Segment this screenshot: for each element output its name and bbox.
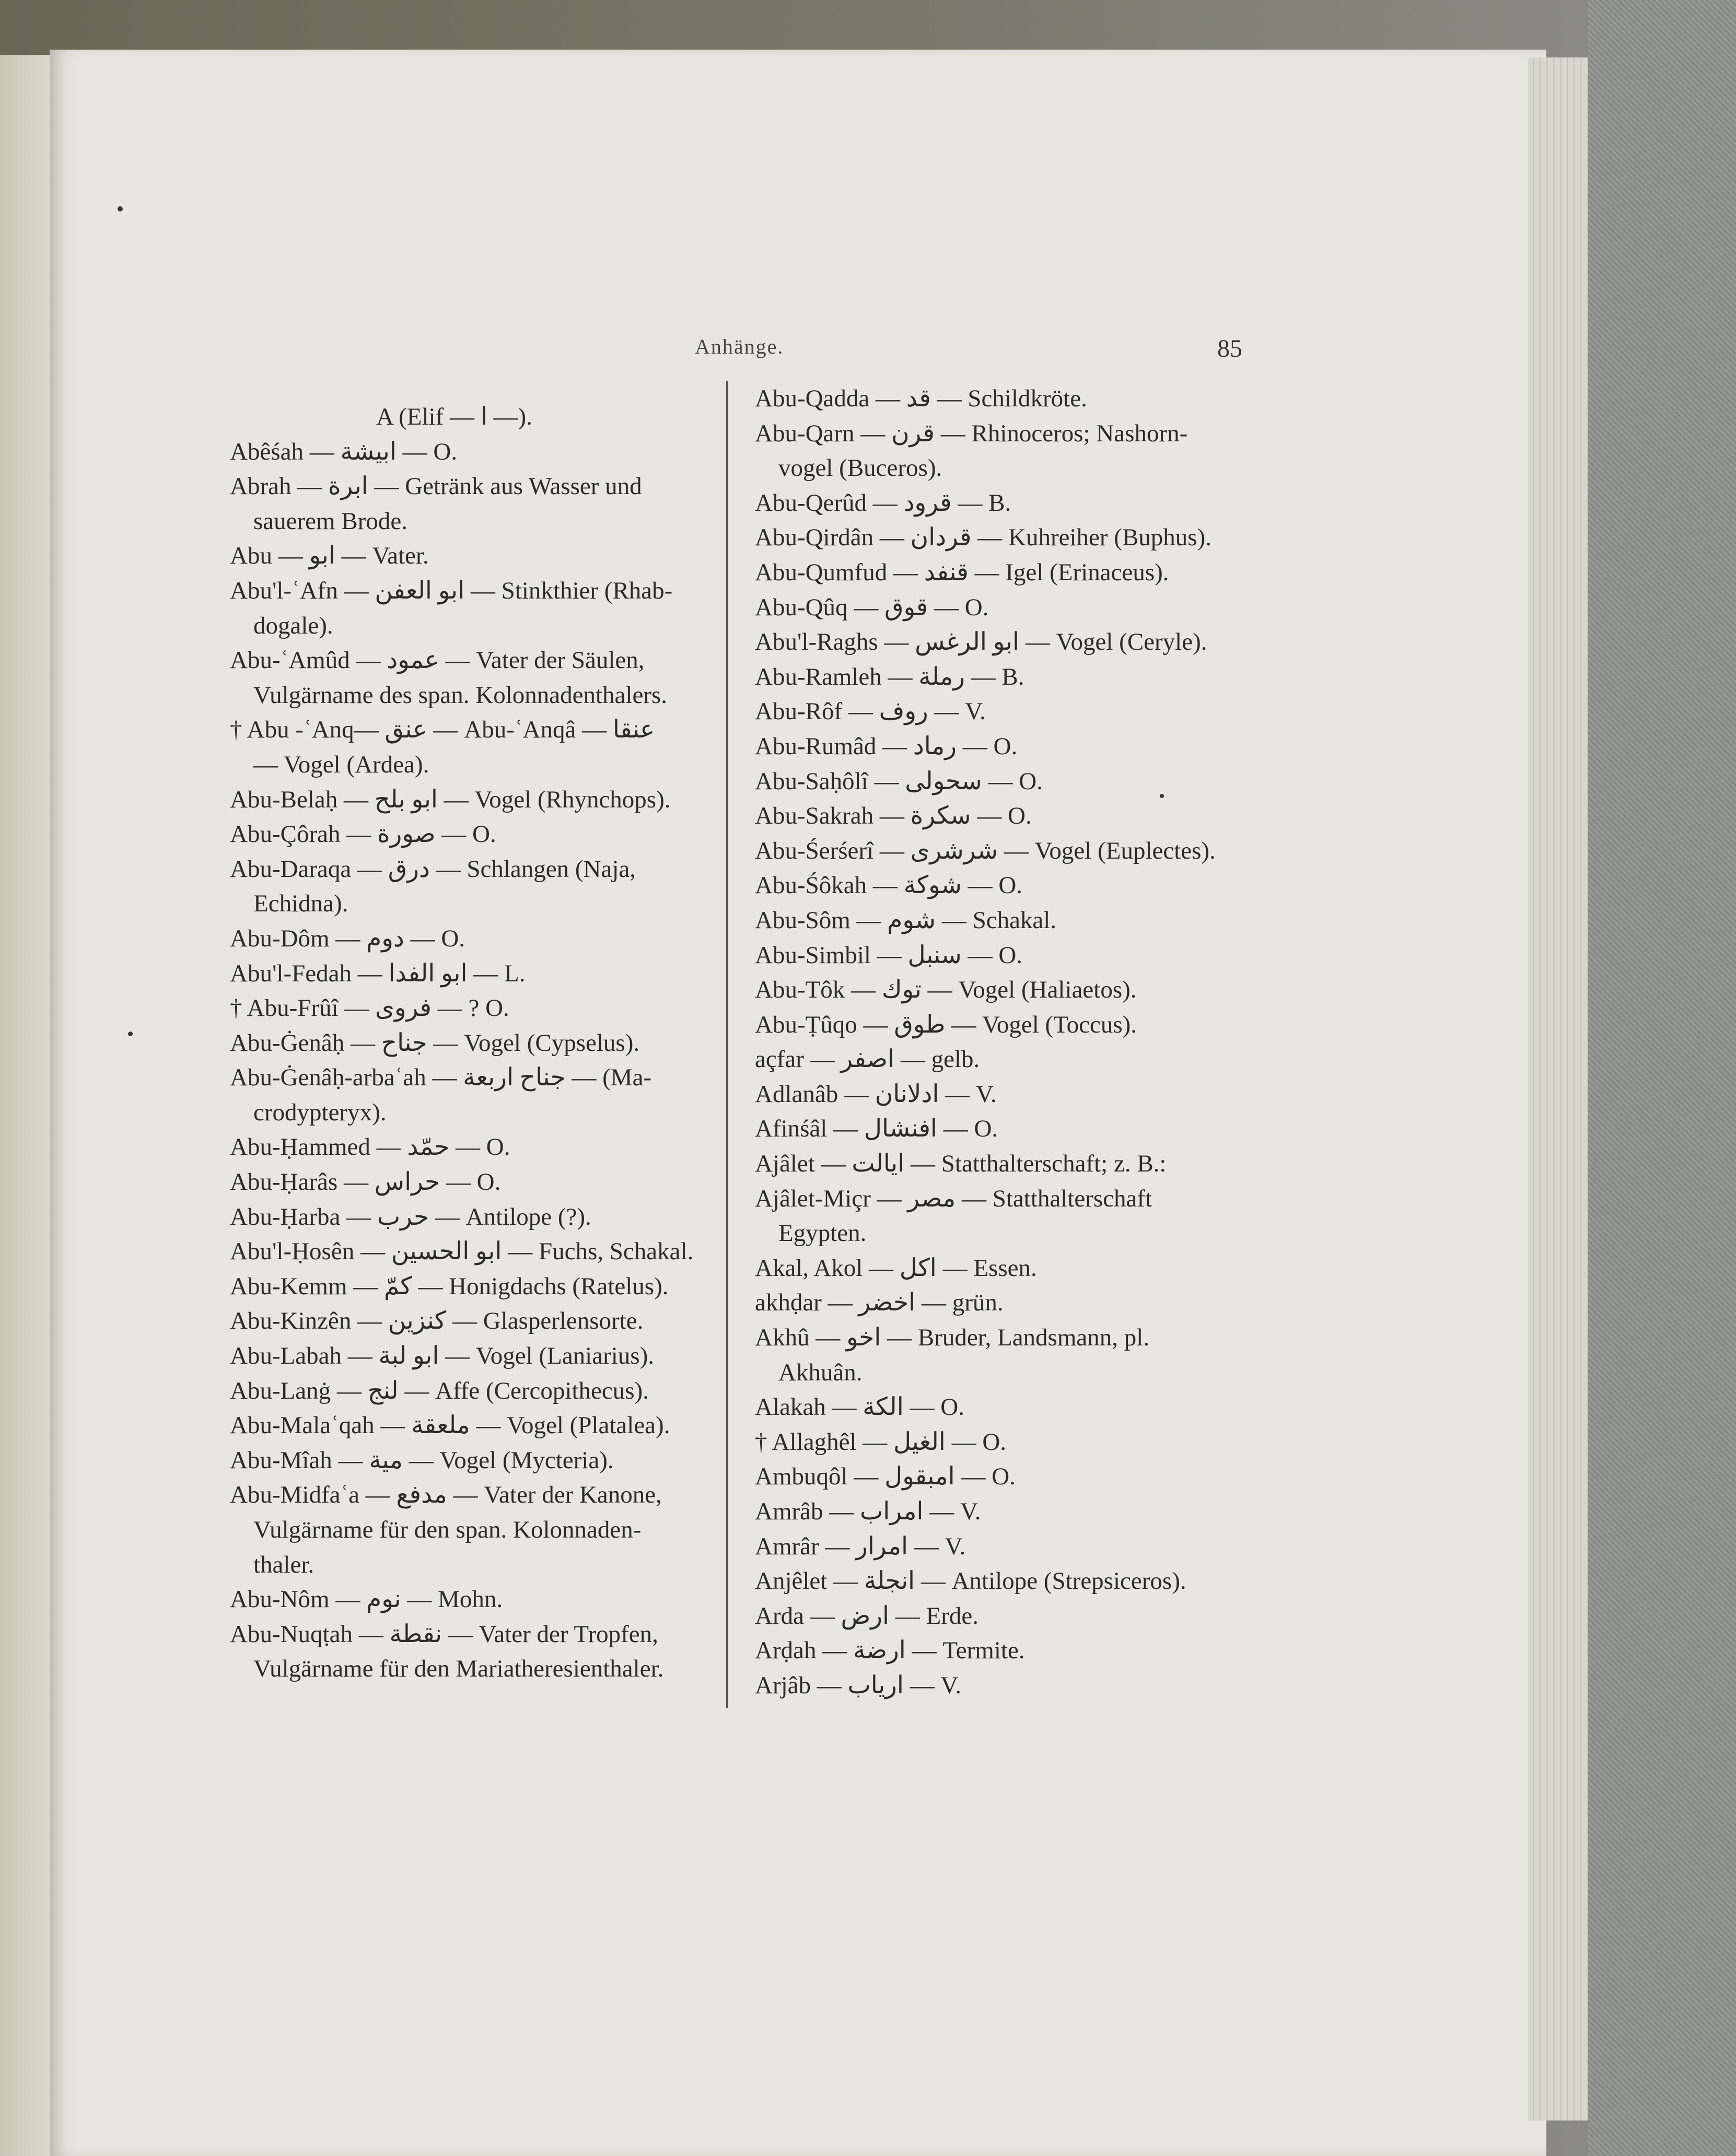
- entry-line: Abu-Ramleh — رملة — B.: [755, 663, 1024, 690]
- entry-line: Abu-Simbil — سنبل — O.: [755, 941, 1023, 969]
- entry-line: Abu-Malaʿqah — ملعقة — Vogel (Platalea).: [230, 1412, 670, 1439]
- entry-line: Egypten.: [778, 1220, 867, 1247]
- entry-line: Abu-Qumfud — قنفد — Igel (Erinaceus).: [755, 558, 1169, 586]
- entry-line: Anjêlet — انجلة — Antilope (Strepsiceros).: [755, 1567, 1186, 1595]
- entry-line: Echidna).: [253, 890, 348, 918]
- entry-line: Abu'l-ʿAfn — ابو العفن — Stinkthier (Rhab-: [230, 577, 673, 604]
- entry-line: akhḍar — اخضر — grün.: [755, 1289, 1004, 1317]
- entry-line: Abêśah — ابيشة — O.: [230, 438, 458, 465]
- entry-line: † Abu -ʿAnq— عنق — Abu-ʿAnqâ — عنقا: [230, 716, 655, 744]
- entry-line: Akhû — اخو — Bruder, Landsmann, pl.: [755, 1324, 1150, 1352]
- entry-line: Arda — ارض — Erde.: [755, 1602, 979, 1630]
- entry-line: crodypteryx).: [253, 1098, 387, 1126]
- entry-line: Abu-Dôm — دوم — O.: [230, 924, 465, 952]
- entry-line: Amrâb — امراب — V.: [755, 1498, 981, 1525]
- entry-line: Abu-Lanġ — لنج — Affe (Cercopithecus).: [230, 1377, 649, 1404]
- entry-line: Ajâlet — ايالت — Statthalterschaft; z. B.:: [755, 1150, 1167, 1178]
- entry-line: Abu-Rôf — روف — V.: [755, 698, 986, 725]
- entry-line: Abu-Ḥarâs — حراس — O.: [230, 1168, 501, 1196]
- entry-line: Abu-Mîah — مية — Vogel (Mycteria).: [230, 1446, 614, 1474]
- ink-speck: [1160, 794, 1164, 798]
- entry-line: Abu-Daraqa — درق — Schlangen (Naja,: [230, 855, 636, 883]
- page-number: 85: [1217, 335, 1242, 362]
- entry-line: Abu-Labah — ابو لبة — Vogel (Laniarius).: [230, 1342, 655, 1370]
- entry-line: Abu-Ġenâḥ — جناح — Vogel (Cypselus).: [230, 1029, 640, 1057]
- entry-line: Abu-Çôrah — صورة — O.: [230, 821, 496, 848]
- entry-line: Abu-Sôm — شوم — Schakal.: [755, 906, 1057, 934]
- entry-line: Abu-Qarn — قرن — Rhinoceros; Nashorn-: [755, 419, 1188, 447]
- entry-line: Abu-Qirdân — قردان — Kuhreiher (Buphus).: [755, 524, 1211, 552]
- entry-line: Amrâr — امرار — V.: [755, 1532, 966, 1560]
- entry-line: Abu-ʿAmûd — عمود — Vater der Säulen,: [230, 647, 645, 674]
- left-column: [230, 400, 716, 1686]
- entry-line: Arḍah — ارضة — Termite.: [755, 1637, 1025, 1665]
- ink-speck: [128, 1032, 133, 1036]
- entry-line: Abu-Nôm — نوم — Mohn.: [230, 1586, 503, 1613]
- entry-line: Vulgärname für den span. Kolonnaden-: [253, 1516, 642, 1543]
- entry-line: Abu-Midfaʿa — مدفع — Vater der Kanone,: [230, 1481, 662, 1509]
- section-heading: A (Elif — ا —).: [376, 403, 532, 430]
- entry-line: Alakah — الكة — O.: [755, 1393, 964, 1421]
- entry-line: thaler.: [253, 1551, 314, 1578]
- entry-line: Abu-Ṭûqo — طوق — Vogel (Toccus).: [755, 1011, 1137, 1038]
- entry-line: Abu-Saḥôlî — سحولى — O.: [755, 767, 1043, 795]
- entry-line: Vulgärname des span. Kolonnadenthalers.: [253, 681, 668, 709]
- entry-line: — Vogel (Ardea).: [253, 751, 429, 778]
- right-column: [755, 381, 1251, 1703]
- ink-speck: [118, 206, 123, 212]
- entry-line: Abu-Nuqṭah — نقطة — Vater der Tropfen,: [230, 1620, 658, 1648]
- entry-line: Abu-Qûq — قوق — O.: [755, 593, 989, 621]
- entry-line: Afinśâl — افنشال — O.: [755, 1115, 998, 1143]
- entry-line: Abu'l-Ḥosên — ابو الحسين — Fuchs, Schakal.: [230, 1238, 694, 1266]
- entry-line: vogel (Buceros).: [778, 454, 942, 482]
- left-page-edge: [0, 55, 50, 2156]
- entry-line: Abu-Qadda — قد — Schildkröte.: [755, 385, 1087, 412]
- entry-line: Abu-Qerûd — قرود — B.: [755, 489, 1011, 517]
- entry-line: Abu — ابو — Vater.: [230, 542, 429, 570]
- entry-line: Abu-Belaḥ — ابو بلح — Vogel (Rhynchops).: [230, 786, 671, 813]
- entry-line: Arjâb — ارياب — V.: [755, 1671, 962, 1699]
- entry-line: açfar — اصفر — gelb.: [755, 1046, 980, 1073]
- entry-line: Abu-Ġenâḥ-arbaʿah — جناح اربعة — (Ma-: [230, 1064, 652, 1092]
- entry-line: Abu'l-Raghs — ابو الرغس — Vogel (Ceryle).: [755, 628, 1207, 656]
- entry-line: Abu'l-Fedah — ابو الفدا — L.: [230, 959, 526, 987]
- entry-line: Abu-Tôk — توك — Vogel (Haliaetos).: [755, 976, 1137, 1004]
- entry-line: † Abu-Frûî — فروى — ? O.: [230, 994, 509, 1022]
- entry-line: Vulgärname für den Mariatheresienthaler.: [253, 1655, 664, 1683]
- entry-line: Akal, Akol — اكل — Essen.: [755, 1254, 1037, 1282]
- entry-line: sauerem Brode.: [253, 507, 407, 535]
- entry-line: Abu-Rumâd — رماد — O.: [755, 732, 1018, 760]
- entry-line: Ambuqôl — امبقول — O.: [755, 1463, 1016, 1491]
- entry-line: Abu-Śôkah — شوكة — O.: [755, 872, 1023, 899]
- entry-line: dogale).: [253, 612, 333, 639]
- entry-line: † Allaghêl — الغيل — O.: [755, 1428, 1007, 1456]
- entry-line: Ajâlet-Miçr — مصر — Statthalterschaft: [755, 1185, 1152, 1212]
- entry-line: Abu-Ḥammed — حمّد — O.: [230, 1133, 510, 1161]
- cloth-binding: [1588, 0, 1736, 2156]
- column-divider: [726, 381, 728, 1708]
- entry-line: Abu-Kinzên — كنزين — Glasperlensorte.: [230, 1307, 644, 1335]
- entry-line: Adlanâb — ادلانان — V.: [755, 1080, 997, 1108]
- entry-line: Abrah — ابرة — Getränk aus Wasser und: [230, 473, 642, 500]
- entry-line: Abu-Sakrah — سكرة — O.: [755, 802, 1032, 830]
- running-head: Anhänge.: [695, 335, 784, 358]
- entry-line: Akhuân.: [778, 1358, 863, 1386]
- entry-line: Abu-Śerśerî — شرشرى — Vogel (Euplectes).: [755, 837, 1216, 864]
- page-edges: [1528, 57, 1590, 2120]
- entry-line: Abu-Ḥarba — حرب — Antilope (?).: [230, 1203, 591, 1231]
- entry-line: Abu-Kemm — كمّ — Honigdachs (Ratelus).: [230, 1272, 669, 1300]
